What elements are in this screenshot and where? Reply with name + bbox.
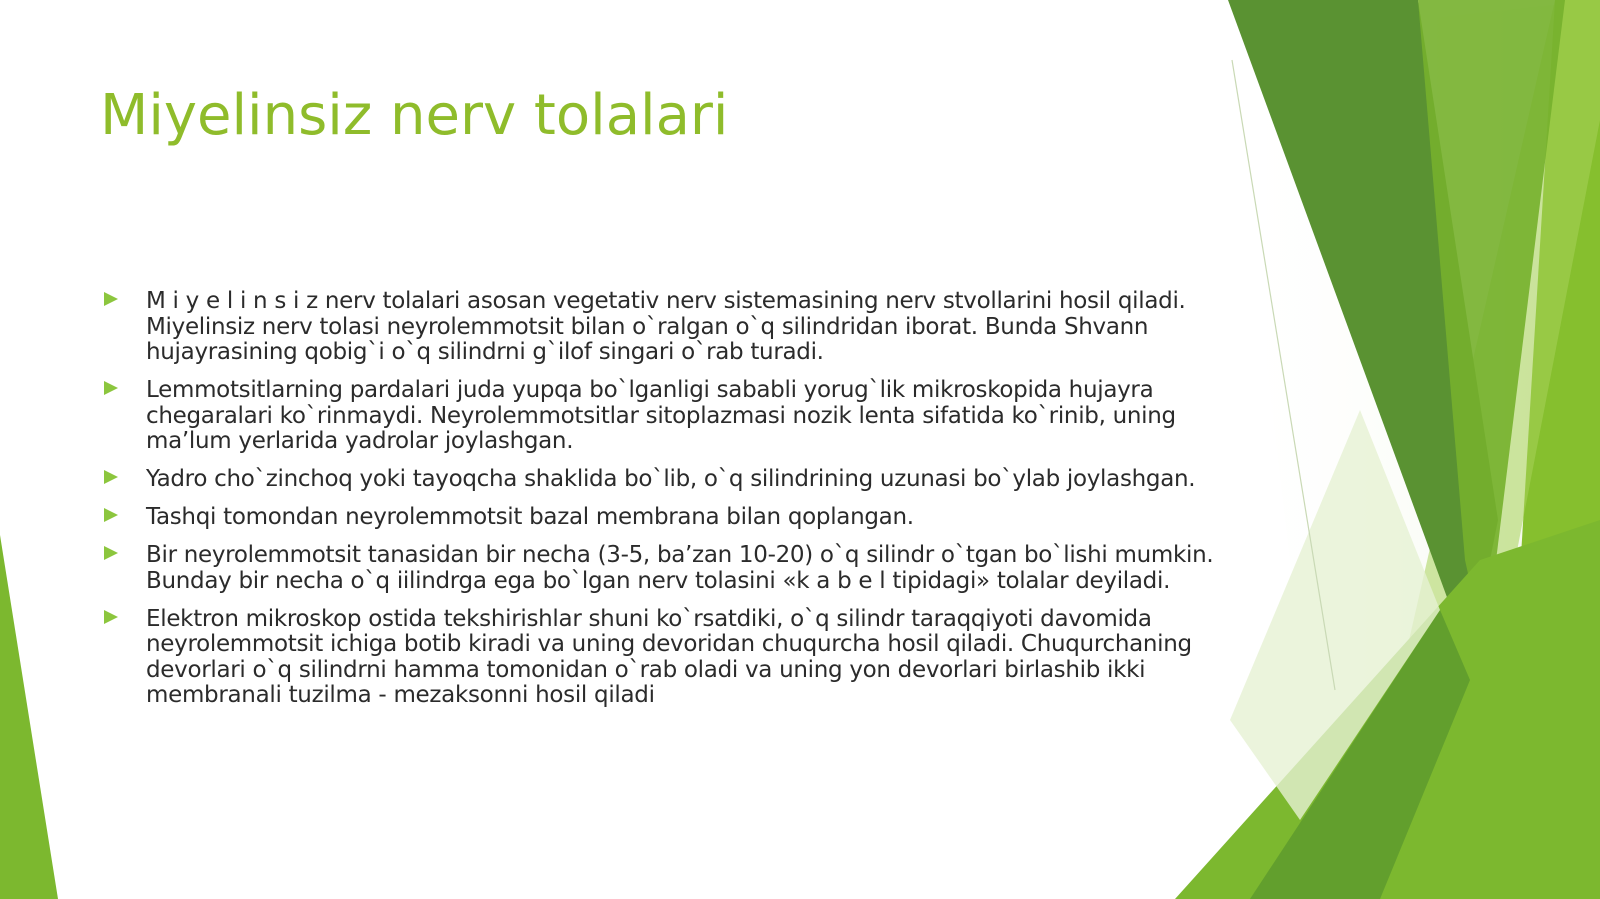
list-item	[100, 505, 1220, 531]
bullet-text: Tashqi tomondan neyrolemmotsit bazal membrana bilan qoplangan.	[146, 504, 914, 530]
triangle-bullet-icon	[104, 546, 118, 560]
triangle-bullet-icon	[104, 508, 118, 522]
triangle-bullet-icon	[104, 381, 118, 395]
left-green-wedge	[0, 535, 58, 899]
bullet-text: Lemmotsitlarning pardalari juda yupqa bo`lganligi sababli yorug`lik mikroskopida hujayra chegaralari ko`rinmaydi. Neyrolemmotsitlar sitoplazmasi nozik lenta sifatida ko`rinib, uning ma’lum yerlarida yadrolar joylashgan.	[146, 377, 1176, 454]
bullet-text: M i y e l i n s i z nerv tolalari asosan vegetativ nerv sistemasining nerv stvollarini hosil qiladi. Miyelinsiz nerv tolasi neyrolemmotsit bilan o`ralgan o`q silindridan iborat. Bunda Shvann hujayrasining qobig`i o`q silindrni g`ilof singari o`rab turadi.	[146, 288, 1186, 365]
list-item	[100, 289, 1220, 366]
bullet-list	[100, 289, 1220, 721]
triangle-bullet-icon	[104, 610, 118, 624]
triangle-bullet-icon	[104, 292, 118, 306]
bullet-text: Elektron mikroskop ostida tekshirishlar shuni ko`rsatdiki, o`q silindr taraqqiyoti davomida neyrolemmotsit ichiga botib kiradi va uning devoridan chuqurcha hosil qiladi. Chuqurchaning devorlari o`q silindrni hamma tomonidan o`rab oladi va uning yon devorlari birlashib ikki membranali tuzilma - mezaksonni hosil qiladi	[146, 605, 1192, 708]
bullet-text: Bir neyrolemmotsit tanasidan bir necha (3-5, ba’zan 10-20) o`q silindr o`tgan bo`lishi mumkin. Bunday bir necha o`q iilindrga ega bo`lgan nerv tolasini «k a b e l tipidagi» tolalar deyiladi.	[146, 542, 1214, 594]
list-item	[100, 467, 1220, 493]
list-item	[100, 607, 1220, 709]
bullet-text: Yadro cho`zinchoq yoki tayoqcha shaklida bo`lib, o`q silindrining uzunasi bo`ylab joylashgan.	[146, 466, 1196, 492]
page-title: Miyelinsiz nerv tolalari	[100, 83, 729, 148]
list-item	[100, 543, 1220, 594]
list-item	[100, 378, 1220, 455]
triangle-bullet-icon	[104, 470, 118, 484]
